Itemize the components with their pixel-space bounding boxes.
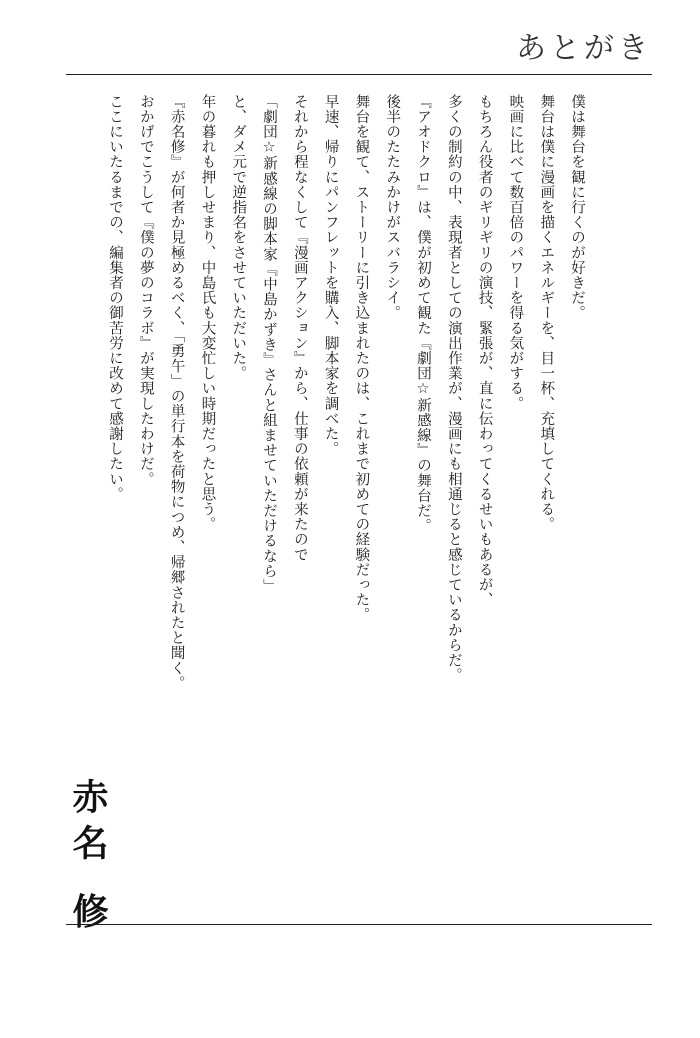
afterword-body bbox=[99, 94, 592, 739]
body-line: 『赤名修』が何者か見極めるべく、「勇午」の単行本を荷物につめ、帰郷されたと聞く。 bbox=[168, 94, 185, 691]
footer-divider bbox=[66, 924, 652, 925]
body-line: 舞台を観て、ストーリーに引き込まれたのは、これまで初めての経験だった。 bbox=[353, 94, 370, 623]
body-line: 舞台は僕に漫画を描くエネルギーを、目一杯、充填してくれる。 bbox=[538, 94, 555, 532]
body-line: 年の暮れも押しせまり、中島氏も大変忙しい時期だったと思う。 bbox=[199, 94, 216, 532]
body-line: と、ダメ元で逆指名をさせていただいた。 bbox=[230, 94, 247, 381]
body-line: 僕は舞台を観に行くのが好きだ。 bbox=[569, 94, 585, 321]
body-line: 早速、帰りにパンフレットを購入、脚本家を調べた。 bbox=[322, 94, 339, 457]
body-line: 多くの制約の中、表現者としての演出作業が、漫画にも相通じると感じているからだ。 bbox=[445, 94, 462, 683]
title-divider bbox=[66, 74, 652, 75]
page-title: あとがき bbox=[516, 31, 652, 66]
body-line: 「劇団☆新感線の脚本家『中島かずき』さんと組ませていただけるなら」 bbox=[261, 94, 278, 594]
author-signature: 赤名 修 bbox=[67, 778, 109, 939]
body-line: 『アオドクロ』は、僕が初めて観た『劇団☆新感線』の舞台だ。 bbox=[415, 94, 432, 534]
body-line: それから程なくして『漫画アクション』から、仕事の依頼が来たので bbox=[291, 94, 308, 563]
body-line: 後半のたたみかけがスバラシイ。 bbox=[384, 94, 401, 321]
body-line: 映画に比べて数百倍のパワーを得る気がする。 bbox=[507, 94, 524, 412]
body-line: おかげでこうして『僕の夢のコラボ』が実現したわけだ。 bbox=[137, 94, 154, 487]
body-line: ここにいたるまでの、編集者の御苦労に改めて感謝したい。 bbox=[107, 94, 124, 502]
body-line: もちろん役者のギリギリの演技、緊張が、直に伝わってくるせいもあるが、 bbox=[476, 94, 493, 608]
